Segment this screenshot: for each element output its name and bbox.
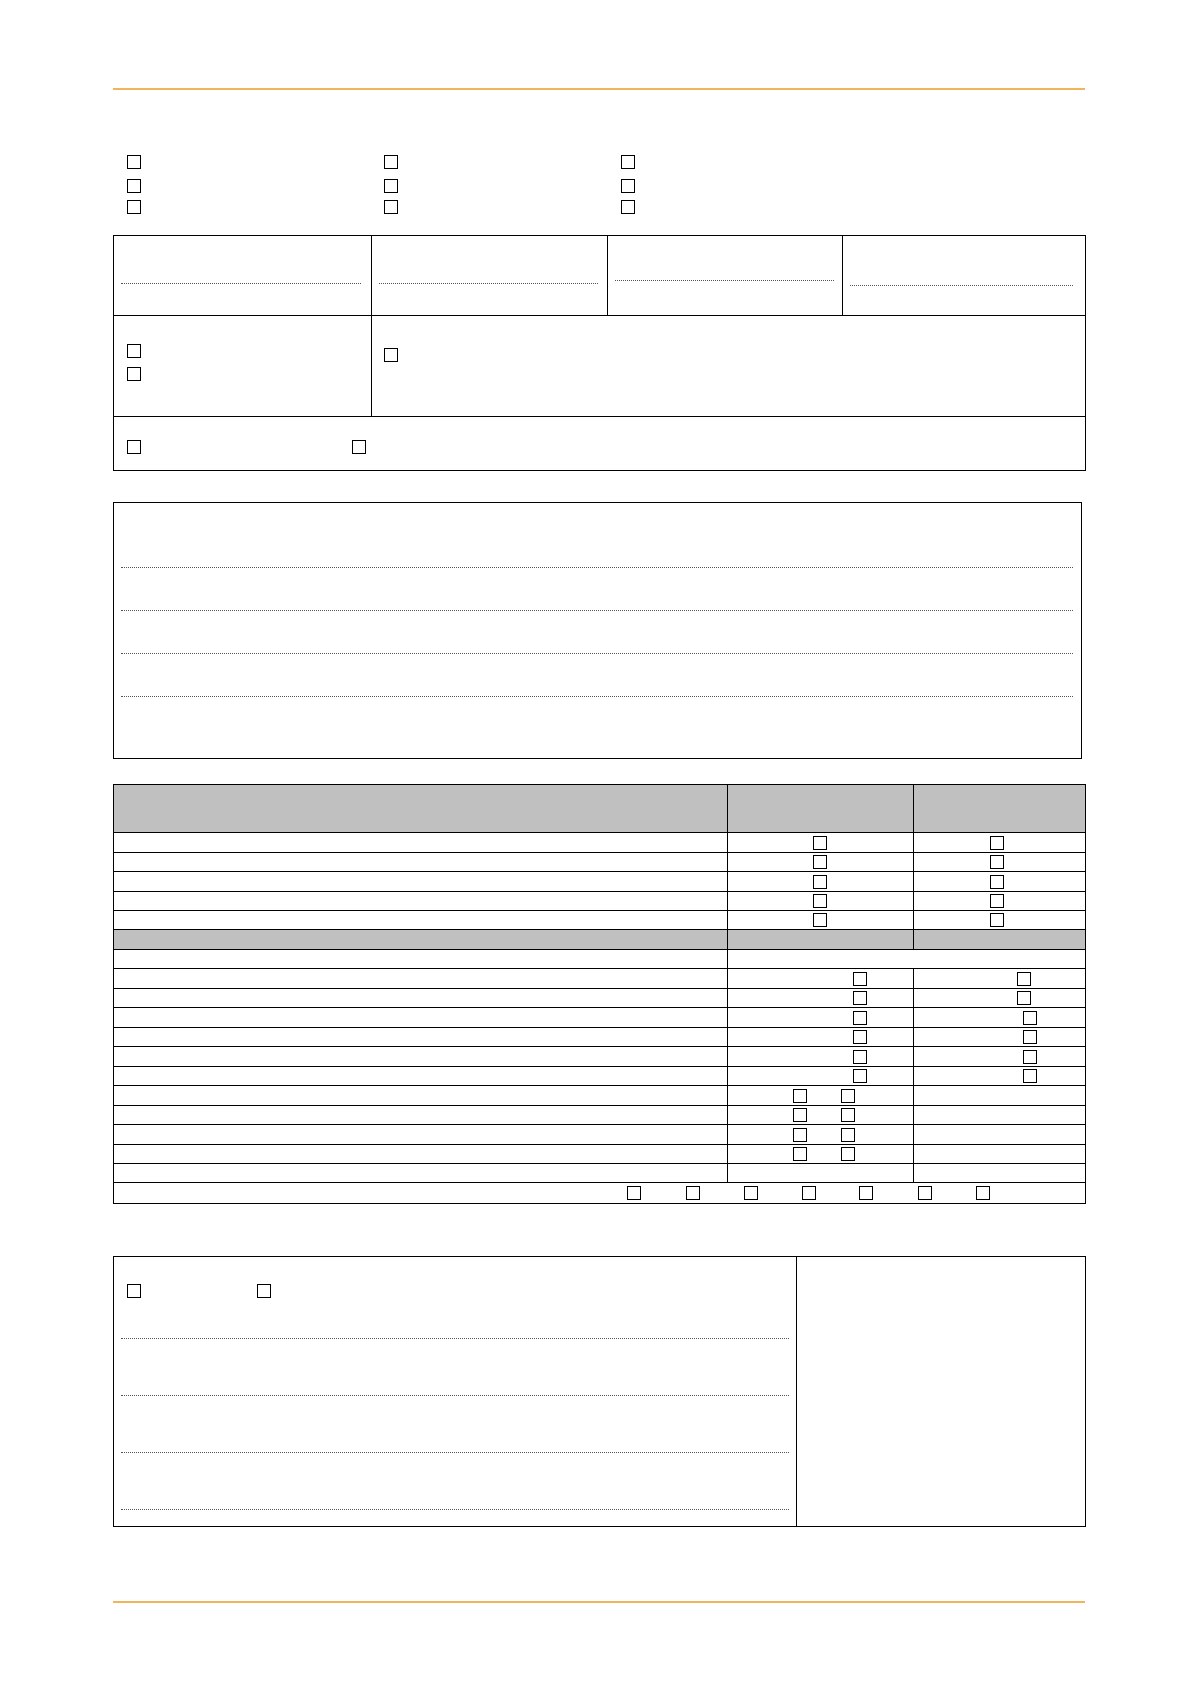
category-checkbox[interactable] (621, 200, 635, 214)
row-checkbox[interactable] (853, 1069, 867, 1083)
row-checkbox[interactable] (813, 855, 827, 869)
checklist-table (113, 784, 1086, 1204)
info-field-line[interactable] (379, 283, 598, 284)
description-line[interactable] (121, 610, 1073, 611)
table-row (114, 1085, 1085, 1105)
row-checkbox[interactable] (990, 913, 1004, 927)
table-row (114, 1046, 1085, 1066)
category-checkbox[interactable] (127, 200, 141, 214)
category-checkbox[interactable] (127, 179, 141, 193)
yes-checkbox[interactable] (793, 1128, 807, 1142)
comment-line[interactable] (121, 1338, 789, 1339)
table-row (114, 1066, 1085, 1085)
rating-row (114, 1182, 1085, 1203)
rating-checkbox[interactable] (859, 1186, 873, 1200)
table-row (114, 852, 1085, 871)
comment-line[interactable] (121, 1452, 789, 1453)
category-checkbox[interactable] (384, 179, 398, 193)
row-checkbox[interactable] (813, 894, 827, 908)
info-box (113, 235, 1086, 471)
row-checkbox[interactable] (853, 1050, 867, 1064)
description-box (113, 502, 1082, 759)
rating-checkbox[interactable] (976, 1186, 990, 1200)
no-checkbox[interactable] (841, 1128, 855, 1142)
info-field-line[interactable] (615, 280, 834, 281)
row-checkbox[interactable] (853, 1030, 867, 1044)
row-checkbox[interactable] (813, 875, 827, 889)
row-checkbox[interactable] (990, 894, 1004, 908)
rating-checkbox[interactable] (918, 1186, 932, 1200)
table-row (114, 832, 1085, 852)
info-divider (842, 235, 843, 315)
table-row (114, 891, 1085, 910)
option-checkbox[interactable] (352, 440, 366, 454)
table-row (114, 1105, 1085, 1124)
row-checkbox[interactable] (1017, 991, 1031, 1005)
rating-checkbox[interactable] (744, 1186, 758, 1200)
no-checkbox[interactable] (841, 1147, 855, 1161)
info-field-line[interactable] (121, 283, 361, 284)
table-row (114, 968, 1085, 988)
rating-checkbox[interactable] (627, 1186, 641, 1200)
description-line[interactable] (121, 696, 1073, 697)
row-checkbox[interactable] (990, 855, 1004, 869)
table-row (114, 1027, 1085, 1046)
row-checkbox[interactable] (853, 1011, 867, 1025)
yes-checkbox[interactable] (793, 1089, 807, 1103)
no-checkbox[interactable] (841, 1089, 855, 1103)
info-divider (371, 235, 372, 416)
option-checkbox[interactable] (127, 344, 141, 358)
category-checkbox[interactable] (621, 155, 635, 169)
info-divider (113, 416, 1086, 417)
category-checkbox[interactable] (127, 155, 141, 169)
option-checkbox[interactable] (384, 348, 398, 362)
comment-line[interactable] (121, 1395, 789, 1396)
description-line[interactable] (121, 653, 1073, 654)
signature-divider (796, 1256, 797, 1527)
rating-checkbox[interactable] (802, 1186, 816, 1200)
table-row (114, 949, 1085, 968)
table-row (114, 910, 1085, 929)
row-checkbox[interactable] (1023, 1069, 1037, 1083)
category-checkbox[interactable] (384, 155, 398, 169)
yes-checkbox[interactable] (793, 1108, 807, 1122)
option-checkbox[interactable] (127, 1284, 141, 1298)
row-checkbox[interactable] (813, 836, 827, 850)
rating-checkbox[interactable] (686, 1186, 700, 1200)
row-checkbox[interactable] (1023, 1050, 1037, 1064)
row-checkbox[interactable] (853, 991, 867, 1005)
info-divider (113, 315, 1086, 316)
table-row (114, 871, 1085, 891)
no-checkbox[interactable] (841, 1108, 855, 1122)
table-row (114, 1144, 1085, 1163)
info-divider (607, 235, 608, 315)
top-accent-rule (113, 88, 1085, 90)
row-checkbox[interactable] (813, 913, 827, 927)
row-checkbox[interactable] (990, 836, 1004, 850)
bottom-accent-rule (113, 1601, 1085, 1603)
table-row (114, 988, 1085, 1007)
table-row (114, 1007, 1085, 1027)
row-checkbox[interactable] (1023, 1011, 1037, 1025)
option-checkbox[interactable] (127, 367, 141, 381)
table-header-row (114, 785, 1085, 832)
row-checkbox[interactable] (1017, 972, 1031, 986)
option-checkbox[interactable] (257, 1284, 271, 1298)
row-checkbox[interactable] (990, 875, 1004, 889)
table-section-row (114, 929, 1085, 949)
table-row (114, 1163, 1085, 1182)
row-checkbox[interactable] (853, 972, 867, 986)
option-checkbox[interactable] (127, 440, 141, 454)
comment-line[interactable] (121, 1509, 789, 1510)
category-checkbox[interactable] (621, 179, 635, 193)
yes-checkbox[interactable] (793, 1147, 807, 1161)
row-checkbox[interactable] (1023, 1030, 1037, 1044)
description-line[interactable] (121, 567, 1073, 568)
info-field-line[interactable] (850, 285, 1073, 286)
category-checkbox[interactable] (384, 200, 398, 214)
table-row (114, 1124, 1085, 1144)
